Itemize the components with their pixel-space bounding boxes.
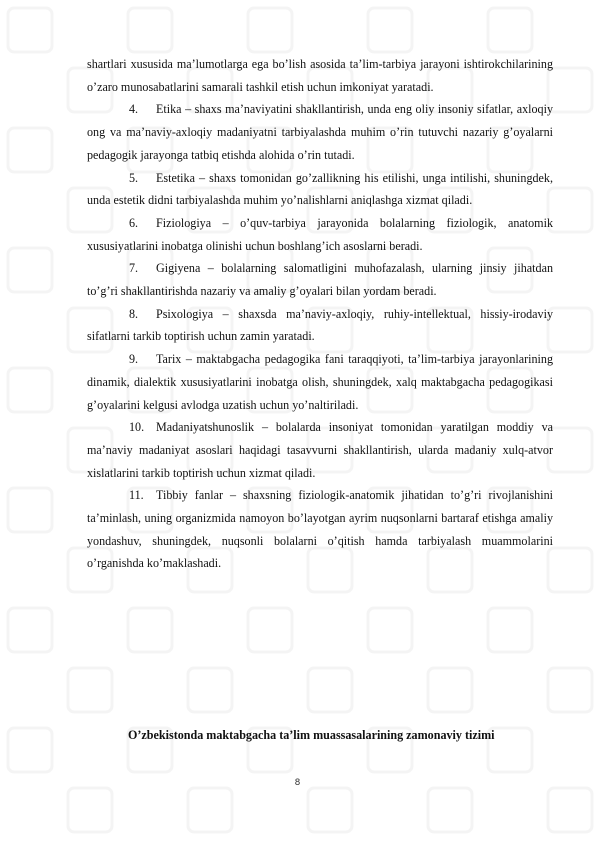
list-item [87,348,553,416]
list-item [87,167,553,212]
list-item [87,303,553,348]
list-item-text: Tarix – maktabgacha pedagogika fani taraqqiyoti, ta’lim-tarbiya jarayonlarining dinamik, dialektik xususiyatlarini inobatga olish, shuningdek, xalq maktabgacha pedagogikasi g’oyalarini kelgusi avlodga uzatish uchun yo’naltiriladi. [87,352,553,412]
list-item [87,257,553,302]
list-item-number: 4. [129,102,139,117]
list-item-number: 9. [129,352,139,367]
continuation-paragraph: shartlari xususida ma’lumotlarga ega bo’lish asosida ta’lim-tarbiya jarayoni ishtirokchilarining o’zaro munosabatlarini samarali tashkil etish uchun imkoniyat yaratadi. [87,57,553,94]
list-item-number: 8. [129,306,139,321]
list-item [87,484,553,575]
list-item-text: Etika – shaxs ma’naviyatini shakllantirish, unda eng oliy insoniy sifatlar, axloqiy ong va ma’naviy-axloqiy madaniyatni tarbiyalashda muhim o’rin tutuvchi nazariy g’oyalarni pedagogik jarayonga tatbiq etishda alohida o’rin tutadi. [87,102,553,162]
list-item-number: 5. [129,170,139,185]
list-item-text: Estetika – shaxs tomonidan go’zallikning his etilishi, unga intilishi, shuningdek, unda estetik didni tarbiyalashda muhim yo’nalishlarni aniqlashga xizmat qiladi. [87,170,553,208]
list-item-text: Gigiyena – bolalarning salomatligini muhofazalash, ularning jinsiy jihatdan to’g’ri shakllantirishda nazariy va amaliy g’oyalari bilan yordam beradi. [87,261,553,299]
document-body [87,53,553,575]
list-item-number: 6. [129,215,139,230]
list-item-text: Fiziologiya – o’quv-tarbiya jarayonida bolalarning fiziologik, anatomik xususiyatlarini inobatga olinishi uchun boshlang’ich asoslarni beradi. [87,215,553,253]
list-item [87,416,553,484]
list-item-text: Psixologiya – shaxsda ma’naviy-axloqiy, ruhiy-intellektual, hissiy-irodaviy sifatlarni tarkib toptirish uchun zamin yaratadi. [87,306,553,344]
list-item-number: 7. [129,261,139,276]
section-heading: O’zbekistonda maktabgacha ta’lim muassasalarining zamonaviy tizimi [128,728,495,742]
list-item [87,98,553,166]
list-item-number: 11. [129,488,144,503]
list-item-text: Tibbiy fanlar – shaxsning fiziologik-anatomik jihatidan to’g’ri rivojlanishini ta’minlash, uning organizmida namoyon bo’layotgan ayrim nuqsonlarni bartaraf etishga amaliy yondashuv, shuningdek, nuqsonli bolalarni o’qitish hamda tarbiyalash muammolarini o’rganishda ko’maklashadi. [87,488,553,571]
page-number: 8 [294,778,301,788]
list-item-text: Madaniyatshunoslik – bolalarda insoniyat tomonidan yaratilgan moddiy va ma’naviy madaniyat asoslari haqidagi tasavvurni shakllantirish, ularda madaniy xulq-atvor xislatlarini tarkib toptirish uchun xizmat qiladi. [87,420,553,480]
list-item [87,212,553,257]
numbered-list [87,98,553,575]
list-item-number: 10. [129,420,145,435]
